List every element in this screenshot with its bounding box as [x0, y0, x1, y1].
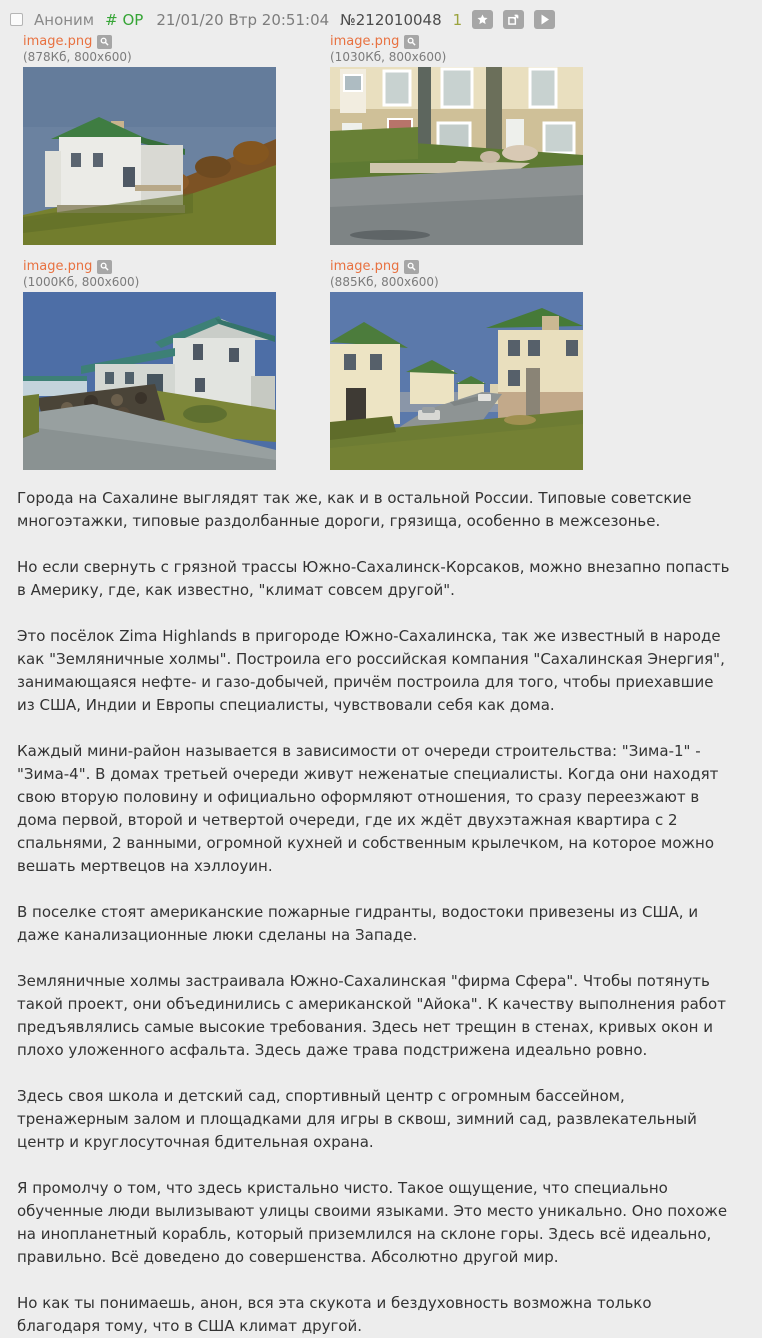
post-header — [10, 10, 748, 29]
file-meta-3: (1000Кб, 800x600) — [23, 275, 140, 289]
magnifier-icon — [407, 34, 416, 49]
paragraph: В поселке стоят американские пожарные гидранты, водостоки привезены из США, и даже канализационные люки сделаны на Западе. — [17, 903, 699, 944]
image-search-button-1[interactable] — [97, 35, 112, 49]
file-link-4[interactable]: image.png — [330, 259, 400, 274]
paragraph: Здесь своя школа и детский сад, спортивный центр с огромным бассейном, тренажерным залом и площадками для игры в сквош, зимний сад, развлекательный центр и круглосуточная бдительная охрана. — [17, 1087, 697, 1151]
post-select-checkbox[interactable] — [10, 13, 23, 26]
op-badge: # OP — [105, 10, 144, 29]
thumbnail-photo-street-view[interactable] — [330, 292, 583, 470]
image-search-button-4[interactable] — [404, 260, 419, 274]
thumbnail-photo-house-rock-wall[interactable] — [23, 292, 276, 470]
file-link-3[interactable]: image.png — [23, 259, 93, 274]
favorite-button[interactable] — [472, 10, 493, 29]
post-datetime: 21/01/20 Втр 20:51:04 — [156, 10, 330, 29]
arrow-right-play-icon — [540, 14, 550, 25]
attachment-3 — [23, 258, 330, 470]
file-link-2[interactable]: image.png — [330, 34, 400, 49]
thumbnail-photo-townhouse-closeup[interactable] — [330, 67, 583, 245]
goto-thread-button[interactable] — [534, 10, 555, 29]
magnifier-icon — [100, 34, 109, 49]
attachment-2 — [330, 33, 637, 245]
attachment-1 — [23, 33, 330, 245]
image-search-button-3[interactable] — [97, 260, 112, 274]
post-author: Аноним — [34, 10, 95, 29]
star-icon — [477, 14, 488, 25]
thumbnail-photo-house-on-hill[interactable] — [23, 67, 276, 245]
file-meta-2: (1030Кб, 800x600) — [330, 50, 447, 64]
reply-count-link[interactable]: 1 — [452, 10, 463, 29]
paragraph: Но как ты понимаешь, анон, вся эта скукота и бездуховность возможна только благодаря тому, что в США климат другой. — [17, 1294, 652, 1335]
paragraph: Города на Сахалине выглядят так же, как и в остальной России. Типовые советские многоэтажки, типовые раздолбанные дороги, грязища, особенно в межсезонье. — [17, 489, 692, 530]
file-link-1[interactable]: image.png — [23, 34, 93, 49]
image-search-button-2[interactable] — [404, 35, 419, 49]
attachment-4 — [330, 258, 637, 470]
post-number-link[interactable]: №212010048 — [340, 10, 442, 29]
magnifier-icon — [407, 259, 416, 274]
expand-square-arrow-icon — [508, 14, 519, 25]
paragraph: Но если свернуть с грязной трассы Южно-Сахалинск-Корсаков, можно внезапно попасть в Америку, где, как известно, "климат совсем другой". — [17, 558, 730, 599]
file-meta-1: (878Кб, 800x600) — [23, 50, 132, 64]
paragraph: Земляничные холмы застраивала Южно-Сахалинская "фирма Сфера". Чтобы потянуть такой проект, они объединились с американской "Айока". К качеству выполнения работ предъявлялись самые высокие требования. Здесь нет трещин в стенах, кривых окон и плохо уложенного асфальта. Здесь даже трава подстрижена идеально ровно. — [17, 972, 726, 1059]
paragraph: Каждый мини-район называется в зависимости от очереди строительства: "Зима-1" - "Зима-4". В домах третьей очереди живут неженатые специалисты. Когда они находят свою вторую половину и официально оформляют отношения, то сразу переезжают в дома первой, второй и четвертой очереди, где их ждёт двухэтажная квартира с 2 спальнями, 2 ванными, огромной кухней и собственным крылечком, на которое можно вешать мертвецов на хэллоуин. — [17, 742, 719, 875]
paragraph: Это посёлок Zima Highlands в пригороде Южно-Сахалинска, так же известный в народе как "Земляничные холмы". Построила его российская компания "Сахалинская Энергия", занимающаяся нефте- и газо-добычей, причём построила для того, чтобы приехавшие из США, Индии и Европы специалисты, чувствовали себя как дома. — [17, 627, 725, 714]
magnifier-icon — [100, 259, 109, 274]
expand-post-button[interactable] — [503, 10, 524, 29]
file-meta-4: (885Кб, 800x600) — [330, 275, 439, 289]
paragraph: Я промолчу о том, что здесь кристально чисто. Такое ощущение, что специально обученные люди вылизывают улицы своими языками. Это место уникально. Оно похоже на инопланетный корабль, который приземлился на склоне горы. Здесь всё идеально, правильно. Всё доведено до совершенства. Абсолютно другой мир. — [17, 1179, 728, 1266]
post-body — [17, 487, 732, 1338]
attachments-grid — [23, 33, 748, 470]
